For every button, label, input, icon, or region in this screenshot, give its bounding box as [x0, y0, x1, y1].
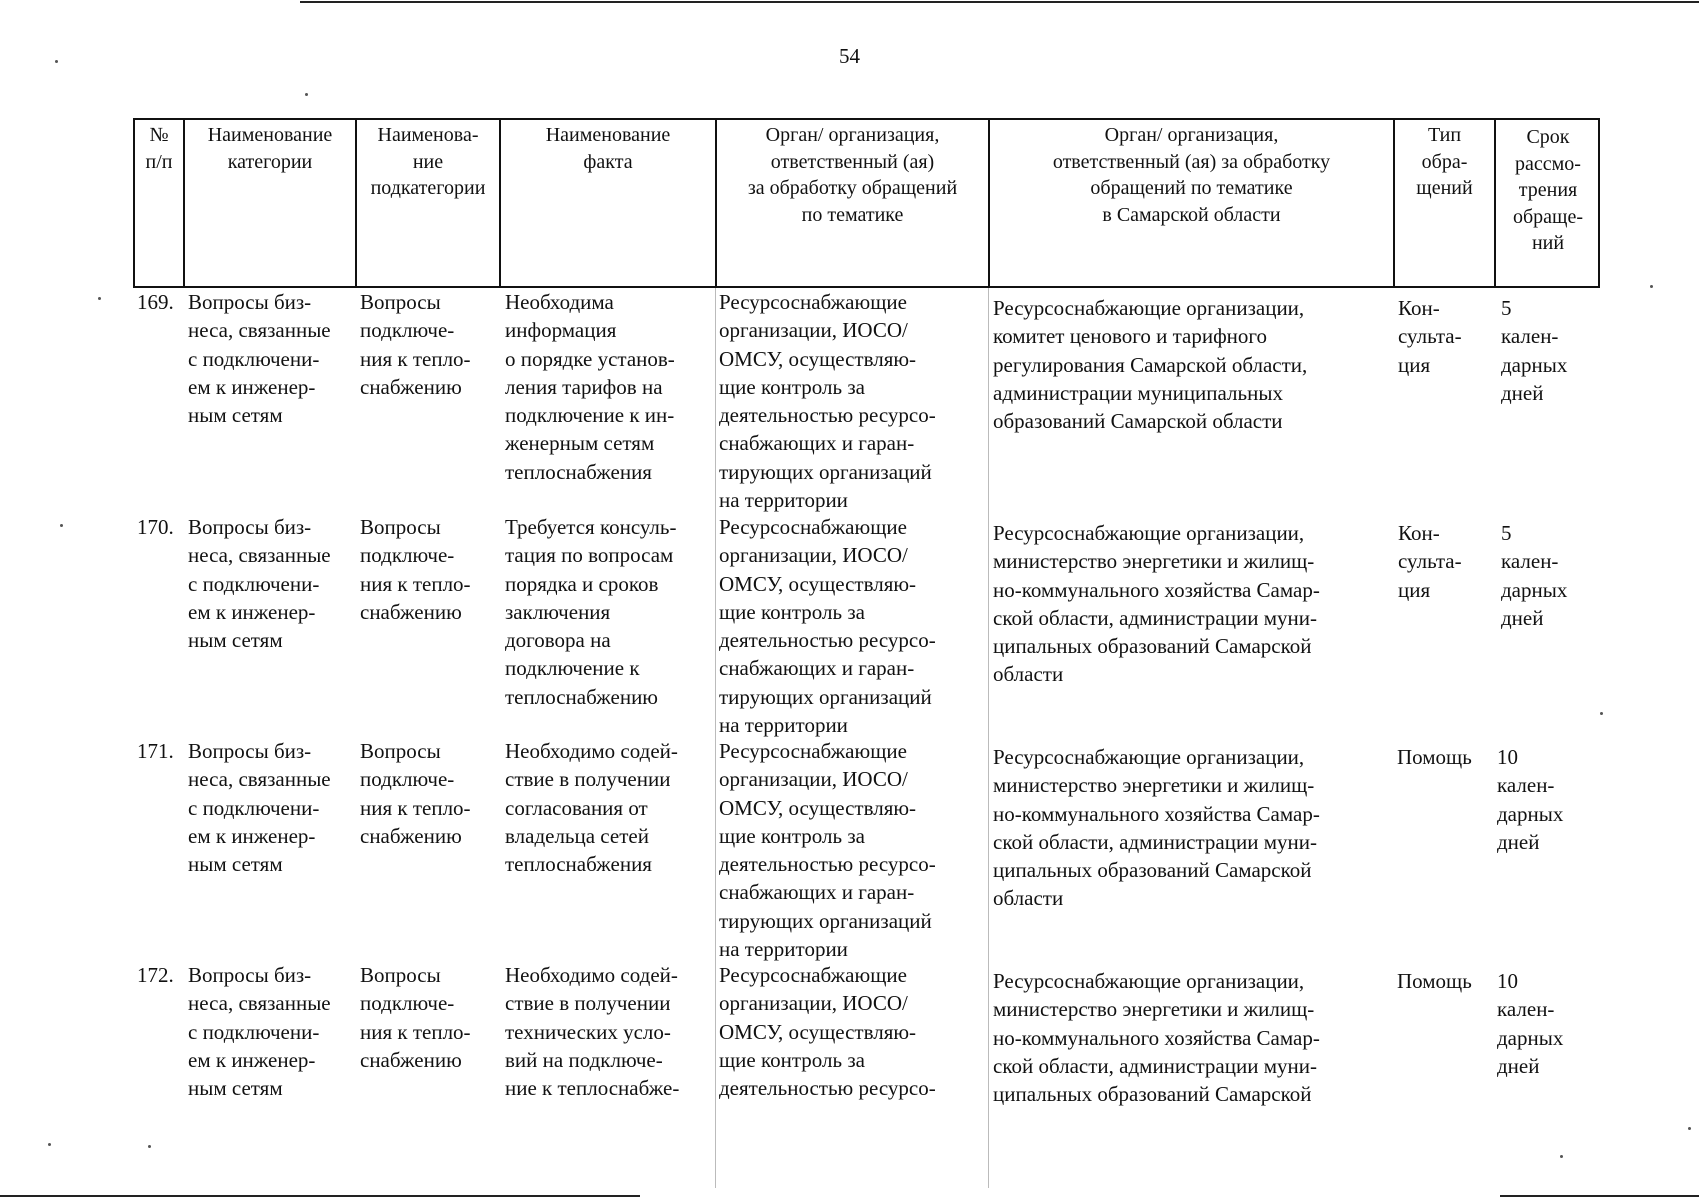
scan-speck [1688, 1127, 1691, 1130]
row-category: Вопросы биз- неса, связанные с подключени- ем к инженер- ным сетям [188, 963, 331, 1101]
scan-edge-bottom-right [1500, 1195, 1699, 1197]
row-subcategory: Вопросы подключе- ния к тепло- снабжению [360, 515, 471, 624]
page-number: 54 [839, 44, 860, 68]
row-number: 170. [137, 515, 174, 539]
row-subcategory: Вопросы подключе- ния к тепло- снабжению [360, 739, 471, 848]
row-org-samara: Ресурсоснабжающие организации, комитет ценового и тарифного регулирования Самарской области, администрации муниципальных образований Самарской области [993, 296, 1308, 434]
scan-speck [305, 93, 308, 96]
scan-edge-bottom [0, 1195, 640, 1197]
row-term: 10 кален- дарных дней [1497, 969, 1564, 1078]
scan-speck [1650, 285, 1653, 288]
row-subcategory: Вопросы подключе- ния к тепло- снабжению [360, 963, 471, 1072]
scan-speck [148, 1145, 151, 1148]
row-org: Ресурсоснабжающие организации, ИОСО/ ОМСУ, осуществляю- щие контроль за деятельностью ресурсо- снабжающих и гаран- тирующих организаций на территории [719, 739, 936, 962]
row-org-samara: Ресурсоснабжающие организации, министерство энергетики и жилищ- но-коммунального хозяйства Самар- ской области, администрации муни- ципальных образований Самарской [993, 969, 1320, 1107]
header-org: Орган/ организация, ответственный (ая) за обработку обращений по тематике [747, 124, 958, 226]
header-type: Тип обра- щений [1416, 124, 1473, 199]
row-fact: Необходима информация о порядке установ- ления тарифов на подключение к ин- женерным сетям теплоснабжения [505, 290, 675, 484]
row-category: Вопросы биз- неса, связанные с подключени- ем к инженер- ным сетям [188, 739, 331, 877]
scan-speck [48, 1143, 51, 1146]
column-guide [988, 288, 989, 1188]
row-type: Кон- сульта- ция [1398, 296, 1462, 377]
row-org: Ресурсоснабжающие организации, ИОСО/ ОМСУ, осуществляю- щие контроль за деятельностью ресурсо- [719, 963, 936, 1101]
row-subcategory: Вопросы подключе- ния к тепло- снабжению [360, 290, 471, 399]
row-org: Ресурсоснабжающие организации, ИОСО/ ОМСУ, осуществляю- щие контроль за деятельностью ресурсо- снабжающих и гаран- тирующих организаций на территории [719, 290, 936, 513]
header-org-samara: Орган/ организация, ответственный (ая) за обработку обращений по тематике в Самарской области [1052, 124, 1331, 226]
row-number: 172. [137, 963, 174, 987]
row-type: Кон- сульта- ция [1398, 521, 1462, 602]
row-fact: Необходимо содей- ствие в получении согласования от владельца сетей теплоснабжения [505, 739, 678, 877]
row-term: 5 кален- дарных дней [1501, 296, 1568, 405]
row-term: 5 кален- дарных дней [1501, 521, 1568, 630]
header-num: № п/п [145, 124, 173, 173]
row-org: Ресурсоснабжающие организации, ИОСО/ ОМСУ, осуществляю- щие контроль за деятельностью ресурсо- снабжающих и гаран- тирующих организаций на территории [719, 515, 936, 738]
row-number: 171. [137, 739, 174, 763]
row-category: Вопросы биз- неса, связанные с подключени- ем к инженер- ным сетям [188, 515, 331, 653]
header-category: Наименование категории [207, 124, 333, 173]
scan-speck [98, 297, 101, 300]
scan-edge-top [300, 1, 1699, 3]
row-fact: Требуется консуль- тация по вопросам порядка и сроков заключения договора на подключение к теплоснабжению [505, 515, 677, 709]
scan-speck [60, 524, 63, 527]
header-subcategory: Наименова- ние подкатегории [370, 124, 486, 199]
column-guide [715, 288, 716, 1188]
row-category: Вопросы биз- неса, связанные с подключени- ем к инженер- ным сетям [188, 290, 331, 428]
scan-speck [1560, 1155, 1563, 1158]
row-number: 169. [137, 290, 174, 314]
header-fact: Наименование факта [545, 124, 671, 173]
scan-speck [1600, 712, 1603, 715]
scan-speck [55, 60, 58, 63]
row-type: Помощь [1397, 969, 1472, 993]
row-fact: Необходимо содей- ствие в получении технических усло- вий на подключе- ние к теплоснабже- [505, 963, 680, 1101]
row-term: 10 кален- дарных дней [1497, 745, 1564, 854]
header-term: Срок рассмо- трения обраще- ний [1513, 126, 1583, 254]
row-org-samara: Ресурсоснабжающие организации, министерство энергетики и жилищ- но-коммунального хозяйства Самар- ской области, администрации муни- ципальных образований Самарской области [993, 745, 1320, 911]
row-type: Помощь [1397, 745, 1472, 769]
row-org-samara: Ресурсоснабжающие организации, министерство энергетики и жилищ- но-коммунального хозяйства Самар- ской области, администрации муни- ципальных образований Самарской области [993, 521, 1320, 687]
